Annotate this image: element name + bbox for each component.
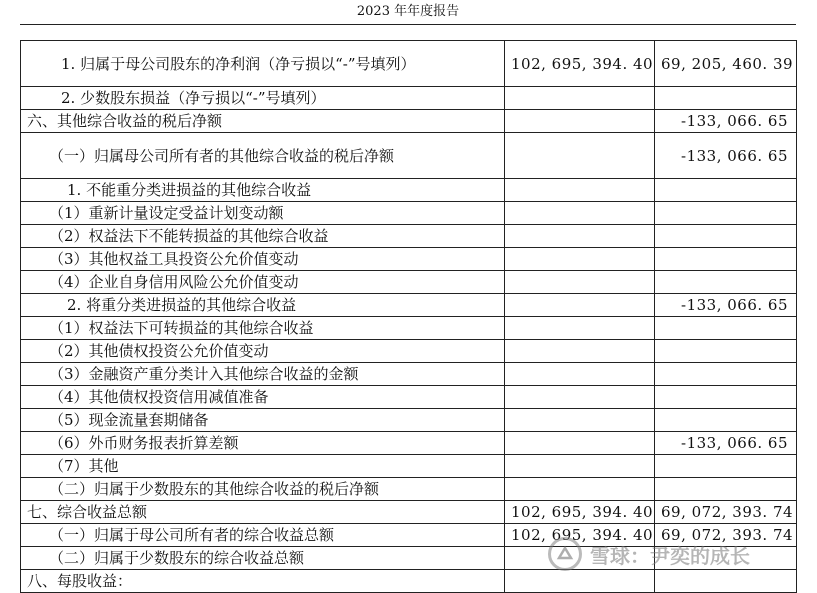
prior-year-value <box>655 409 797 432</box>
prior-year-value <box>655 87 797 110</box>
row-label: 1. 不能重分类进损益的其他综合收益 <box>21 179 505 202</box>
table-row <box>21 202 797 225</box>
prior-year-value <box>655 225 797 248</box>
prior-year-value <box>655 179 797 202</box>
current-year-value <box>505 225 655 248</box>
table-row <box>21 478 797 501</box>
table-row <box>21 225 797 248</box>
current-year-value <box>505 202 655 225</box>
row-label: （4）企业自身信用风险公允价值变动 <box>21 271 505 294</box>
current-year-value <box>505 340 655 363</box>
table-row <box>21 87 797 110</box>
current-year-value <box>505 547 655 570</box>
row-label: （2）其他债权投资公允价值变动 <box>21 340 505 363</box>
prior-year-value: 69, 205, 460. 39 <box>655 41 797 87</box>
table-row <box>21 179 797 202</box>
table-row <box>21 409 797 432</box>
prior-year-value <box>655 317 797 340</box>
row-label: 六、其他综合收益的税后净额 <box>21 110 505 133</box>
prior-year-value <box>655 570 797 593</box>
prior-year-value <box>655 363 797 386</box>
table-row <box>21 317 797 340</box>
current-year-value: 102, 695, 394. 40 <box>505 501 655 524</box>
row-label: （1）权益法下可转损益的其他综合收益 <box>21 317 505 340</box>
page-header <box>20 0 796 25</box>
row-label: 七、综合收益总额 <box>21 501 505 524</box>
table-row <box>21 133 797 179</box>
prior-year-value <box>655 271 797 294</box>
prior-year-value <box>655 202 797 225</box>
table-row <box>21 248 797 271</box>
prior-year-value <box>655 547 797 570</box>
income-statement-table <box>20 40 797 593</box>
current-year-value <box>505 455 655 478</box>
current-year-value <box>505 294 655 317</box>
prior-year-value: -133, 066. 65 <box>655 432 797 455</box>
prior-year-value <box>655 248 797 271</box>
table-row <box>21 455 797 478</box>
table-row <box>21 271 797 294</box>
row-label: （5）现金流量套期储备 <box>21 409 505 432</box>
current-year-value <box>505 363 655 386</box>
row-label: （二）归属于少数股东的其他综合收益的税后净额 <box>21 478 505 501</box>
row-label: （7）其他 <box>21 455 505 478</box>
prior-year-value: -133, 066. 65 <box>655 110 797 133</box>
current-year-value <box>505 409 655 432</box>
current-year-value: 102, 695, 394. 40 <box>505 41 655 87</box>
row-label: （1）重新计量设定受益计划变动额 <box>21 202 505 225</box>
prior-year-value <box>655 340 797 363</box>
row-label: 八、每股收益： <box>21 570 505 593</box>
table-row <box>21 524 797 547</box>
current-year-value <box>505 386 655 409</box>
row-label: （二）归属于少数股东的综合收益总额 <box>21 547 505 570</box>
table-row <box>21 570 797 593</box>
prior-year-value <box>655 455 797 478</box>
current-year-value <box>505 432 655 455</box>
table-row <box>21 110 797 133</box>
current-year-value <box>505 110 655 133</box>
table-row <box>21 501 797 524</box>
table-row <box>21 386 797 409</box>
row-label: （2）权益法下不能转损益的其他综合收益 <box>21 225 505 248</box>
row-label: （6）外币财务报表折算差额 <box>21 432 505 455</box>
row-label: （一）归属母公司所有者的其他综合收益的税后净额 <box>21 133 505 179</box>
watermark-text: 雪球：尹奕的成长 <box>590 543 750 568</box>
table-row <box>21 294 797 317</box>
current-year-value <box>505 133 655 179</box>
row-label: 2. 少数股东损益（净亏损以“-”号填列） <box>21 87 505 110</box>
table-row <box>21 41 797 87</box>
current-year-value <box>505 478 655 501</box>
table-row <box>21 547 797 570</box>
current-year-value <box>505 271 655 294</box>
current-year-value: 102, 695, 394. 40 <box>505 524 655 547</box>
current-year-value <box>505 179 655 202</box>
prior-year-value: -133, 066. 65 <box>655 133 797 179</box>
current-year-value <box>505 570 655 593</box>
row-label: 1. 归属于母公司股东的净利润（净亏损以“-”号填列） <box>21 41 505 87</box>
prior-year-value: 69, 072, 393. 74 <box>655 501 797 524</box>
current-year-value <box>505 87 655 110</box>
row-label: （3）金融资产重分类计入其他综合收益的金额 <box>21 363 505 386</box>
table-row <box>21 432 797 455</box>
prior-year-value: -133, 066. 65 <box>655 294 797 317</box>
row-label: 2. 将重分类进损益的其他综合收益 <box>21 294 505 317</box>
row-label: （3）其他权益工具投资公允价值变动 <box>21 248 505 271</box>
table-row <box>21 363 797 386</box>
row-label: （4）其他债权投资信用减值准备 <box>21 386 505 409</box>
current-year-value <box>505 248 655 271</box>
prior-year-value <box>655 478 797 501</box>
page-header-title: 2023 年年度报告 <box>356 4 460 19</box>
table-row <box>21 340 797 363</box>
current-year-value <box>505 317 655 340</box>
row-label: （一）归属于母公司所有者的综合收益总额 <box>21 524 505 547</box>
prior-year-value <box>655 386 797 409</box>
prior-year-value: 69, 072, 393. 74 <box>655 524 797 547</box>
